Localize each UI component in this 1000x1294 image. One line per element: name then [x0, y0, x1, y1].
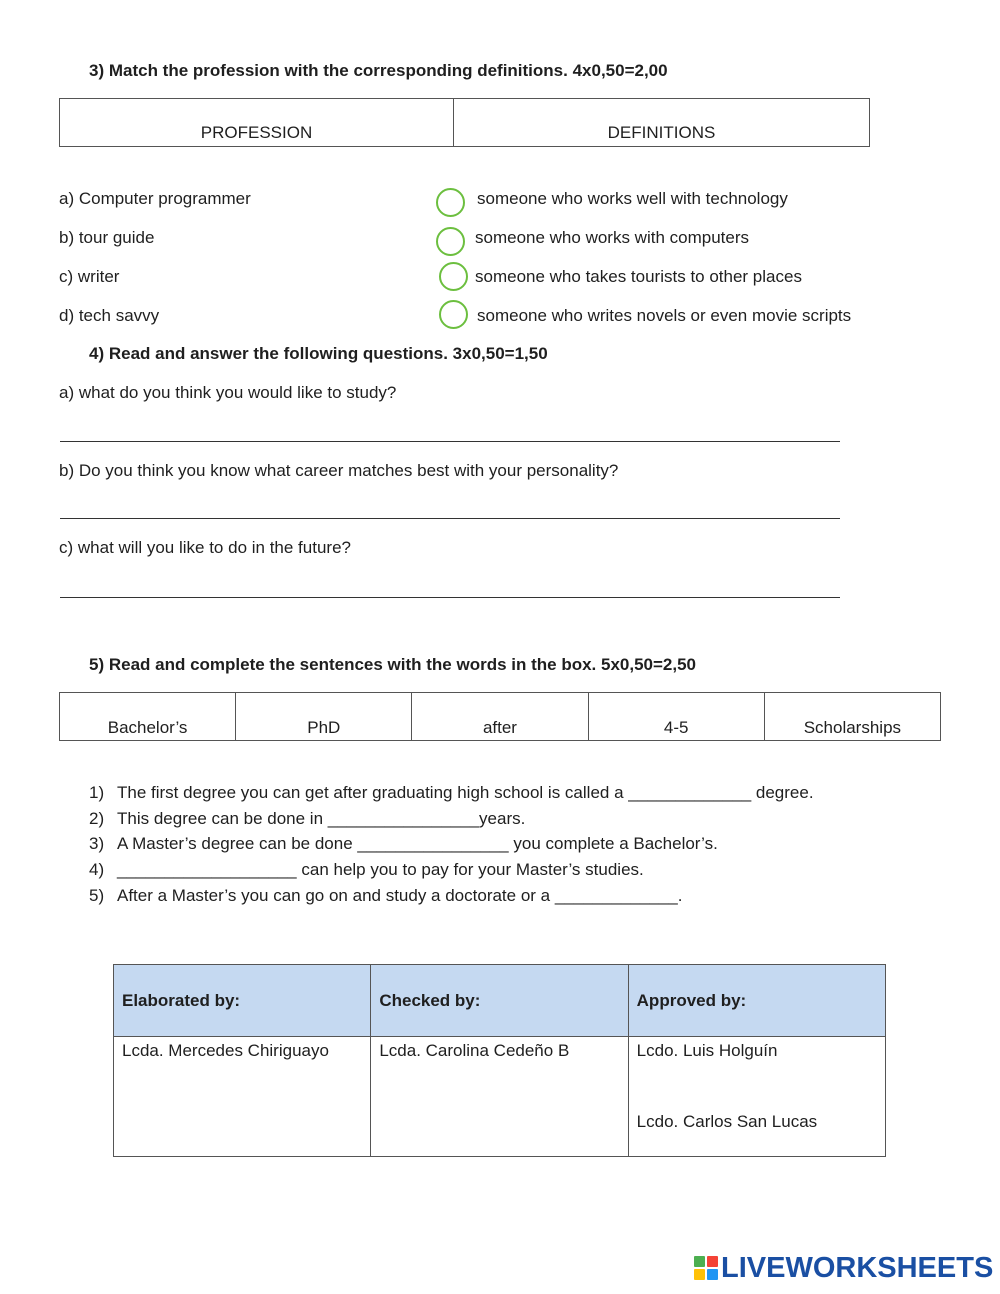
- elaborated-by-name: Lcda. Mercedes Chiriguayo: [114, 1037, 371, 1157]
- answer-line-a[interactable]: [60, 441, 840, 442]
- word-box-item: after: [412, 693, 588, 741]
- definition-item-1: someone who works well with technology: [477, 189, 788, 208]
- question-b: b) Do you think you know what career matches best with your personality?: [59, 461, 619, 480]
- liveworksheets-logo: [694, 1253, 993, 1283]
- sentence-4: ___________________ can help you to pay for your Master’s studies.: [117, 860, 644, 879]
- answer-circle-3[interactable]: [439, 262, 468, 291]
- word-box-item: 4-5: [588, 693, 764, 741]
- section-4-heading: 4) Read and answer the following questions. 3x0,50=1,50: [89, 344, 548, 363]
- profession-column-header: PROFESSION: [60, 99, 454, 147]
- word-box-item: Scholarships: [764, 693, 940, 741]
- sentence-number: 3): [89, 834, 105, 853]
- sentence-3: A Master’s degree can be done ________________ you complete a Bachelor’s.: [117, 834, 718, 853]
- sentence-number: 5): [89, 886, 105, 905]
- sentence-number: 2): [89, 809, 105, 828]
- checked-by-label: Checked by:: [371, 965, 628, 1037]
- profession-item-a: a) Computer programmer: [59, 189, 251, 208]
- word-box-item: PhD: [236, 693, 412, 741]
- logo-text: LIVEWORKSHEETS: [721, 1251, 994, 1284]
- approved-by-name-1: Lcdo. Luis Holguín: [636, 1041, 778, 1060]
- section-3-heading: 3) Match the profession with the corresponding definitions. 4x0,50=2,00: [89, 61, 668, 80]
- profession-item-c: c) writer: [59, 267, 120, 286]
- answer-circle-1[interactable]: [436, 188, 465, 217]
- sentence-number: 1): [89, 783, 105, 802]
- answer-line-c[interactable]: [60, 597, 840, 598]
- approved-by-name-2: Lcdo. Carlos San Lucas: [636, 1112, 818, 1131]
- profession-item-b: b) tour guide: [59, 228, 155, 247]
- signature-table: [113, 964, 886, 1157]
- section-5-heading: 5) Read and complete the sentences with the words in the box. 5x0,50=2,50: [89, 655, 696, 674]
- sentence-1: The first degree you can get after graduating high school is called a _____________ degree.: [117, 783, 814, 802]
- definition-item-2: someone who works with computers: [475, 228, 750, 247]
- word-box-item: Bachelor’s: [60, 693, 236, 741]
- answer-circle-2[interactable]: [436, 227, 465, 256]
- answer-circle-4[interactable]: [439, 300, 468, 329]
- elaborated-by-label: Elaborated by:: [114, 965, 371, 1037]
- profession-item-d: d) tech savvy: [59, 306, 160, 325]
- approved-by-cell: [628, 1037, 885, 1157]
- definitions-column-header: DEFINITIONS: [454, 99, 870, 147]
- sentence-2: This degree can be done in ________________years.: [117, 809, 526, 828]
- answer-line-b[interactable]: [60, 518, 840, 519]
- sentence-number: 4): [89, 860, 105, 879]
- definition-item-4: someone who writes novels or even movie scripts: [477, 306, 852, 325]
- question-c: c) what will you like to do in the future?: [59, 538, 351, 557]
- profession-definitions-header-table: [59, 98, 870, 147]
- word-box: [59, 692, 941, 741]
- question-a: a) what do you think you would like to study?: [59, 383, 397, 402]
- logo-squares-icon: [694, 1256, 718, 1280]
- definition-item-3: someone who takes tourists to other places: [475, 267, 802, 286]
- sentence-5: After a Master’s you can go on and study a doctorate or a _____________.: [117, 886, 683, 905]
- checked-by-name: Lcda. Carolina Cedeño B: [371, 1037, 628, 1157]
- approved-by-label: Approved by:: [628, 965, 885, 1037]
